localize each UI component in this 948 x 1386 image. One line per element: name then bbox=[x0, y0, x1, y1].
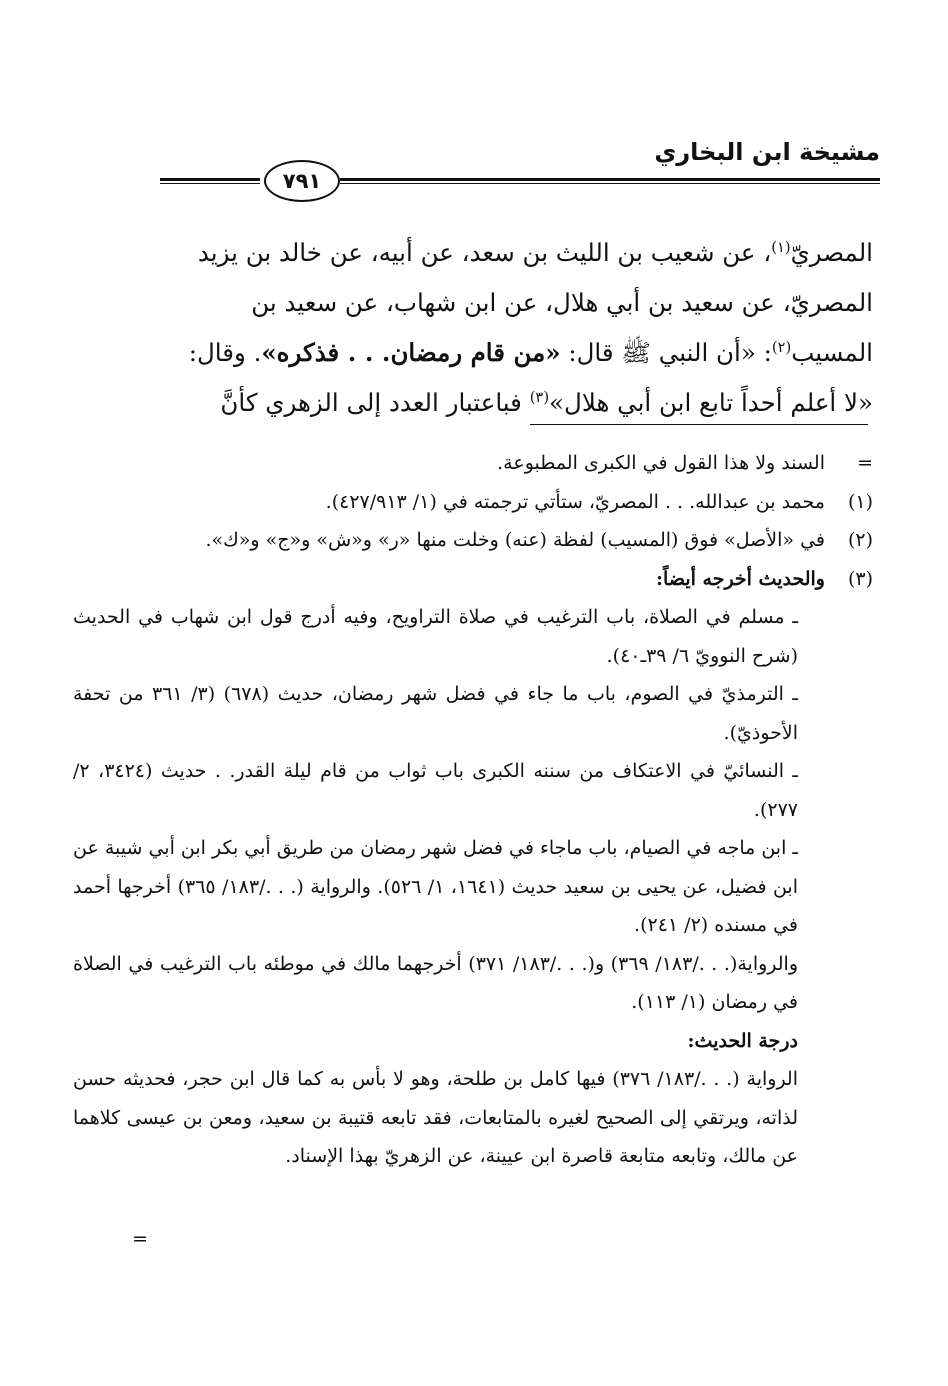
footnote-number: (١) bbox=[847, 490, 873, 513]
footnote-ref-2: (٢) bbox=[771, 338, 792, 356]
hadith-quote: «من قام رمضان. . . فذكره» bbox=[261, 338, 561, 367]
continuation-mark-end: = bbox=[132, 1228, 148, 1250]
main-line-3: المسيب$^{(٢)}$: «أن النبي ﷺ قال: «من قام رمضان. . . فذكره». وقال: bbox=[188, 338, 873, 367]
footnote-3 bbox=[73, 560, 873, 599]
footnote-paragraph: ـ مسلم في الصلاة، باب الترغيب في صلاة التراويح، وفيه أدرج قول ابن شهاب في الحديث (شرح النوويّ ٦/ ٣٩ـ٤٠). bbox=[73, 606, 798, 667]
main-text bbox=[148, 228, 873, 428]
footnote-divider bbox=[530, 424, 868, 425]
main-line-4: «لا أعلم أحداً تابع ابن أبي هلال»$^{(٣)}$ فباعتبار العدد إلى الزهري كأنَّ bbox=[220, 388, 873, 417]
footnote-ref-1: (١) bbox=[771, 238, 791, 256]
footnote-paragraph: ـ الترمذيّ في الصوم، باب ما جاء في فضل شهر رمضان، حديث (٦٧٨) (٣/ ٣٦١ من تحفة الأحوذيّ). bbox=[73, 683, 798, 744]
grade-heading: درجة الحديث: bbox=[687, 1029, 798, 1052]
main-line-2: المصريّ، عن سعيد بن أبي هلال، عن ابن شهاب، عن سعيد بن bbox=[251, 288, 873, 317]
footnote-paragraph: ـ ابن ماجه في الصيام، باب ماجاء في فضل شهر رمضان من طريق أبي بكر ابن أبي شيبة عن ابن فضيل، عن يحيى بن سعيد حديث (١٦٤١، ١/ ٥٢٦). والرواية (. . ./١٨٣/ ٣٦٥) أخرجها أحمد في مسنده (٢/ ٢٤١). bbox=[73, 837, 799, 936]
footnote-paragraph: الرواية (. . ./١٨٣/ ٣٧٦) فيها كامل بن طلحة، وهو لا بأس به كما قال ابن حجر، فحديثه حسن لذاته، ويرتقي إلى الصحيح لغيره بالمتابعات، فقد تابعه قتيبة بن سعيد، ومعن بن عيسى كلاهما عن مالك، وتابعه متابعة قاصرة ابن عيينة، عن الزهريّ بهذا الإسناد. bbox=[73, 1068, 798, 1167]
header-rule-right bbox=[340, 178, 880, 184]
footnote-ref-3: (٣) bbox=[529, 388, 550, 406]
page-header bbox=[160, 138, 880, 193]
header-rule-left bbox=[160, 178, 260, 184]
footnote-2: (٢) في «الأصل» فوق (المسيب) لفظة (عنه) وخلت منها «ر» و«ش» و«ج» و«ك». bbox=[73, 521, 873, 560]
footnote-number: (٣) bbox=[847, 567, 873, 590]
footnote-number: (٢) bbox=[847, 529, 873, 551]
footnote-paragraph: والرواية(. . ./١٨٣/ ٣٦٩) و(. . ./١٨٣/ ٣٧١) أخرجهما مالك في موطئه باب الترغيب في الصلاة في رمضان (١/ ١١٣). bbox=[73, 952, 799, 1013]
book-title: مشيخة ابن البخاري bbox=[654, 138, 880, 166]
footnotes bbox=[73, 444, 873, 1176]
page-number: ٧٩١ bbox=[264, 160, 340, 202]
continuation-mark: = bbox=[857, 452, 873, 474]
main-line-1: المصريّ$^{(١)}$، عن شعيب بن الليث بن سعد، عن أبيه، عن خالد بن يزيد bbox=[197, 238, 873, 267]
footnote-continued: = السند ولا هذا القول في الكبرى المطبوعة. bbox=[73, 444, 873, 483]
footnote-heading: والحديث أخرجه أيضاً: bbox=[656, 567, 825, 590]
footnote-paragraph: ـ النسائيّ في الاعتكاف من سننه الكبرى باب ثواب من قام ليلة القدر. . حديث (٣٤٢٤، ٢/ ٢٧٧). bbox=[73, 760, 799, 821]
footnote-1: (١) محمد بن عبدالله. . . المصريّ، ستأتي ترجمته في (١/ ٤٢٧/٩١٣). bbox=[73, 483, 873, 522]
